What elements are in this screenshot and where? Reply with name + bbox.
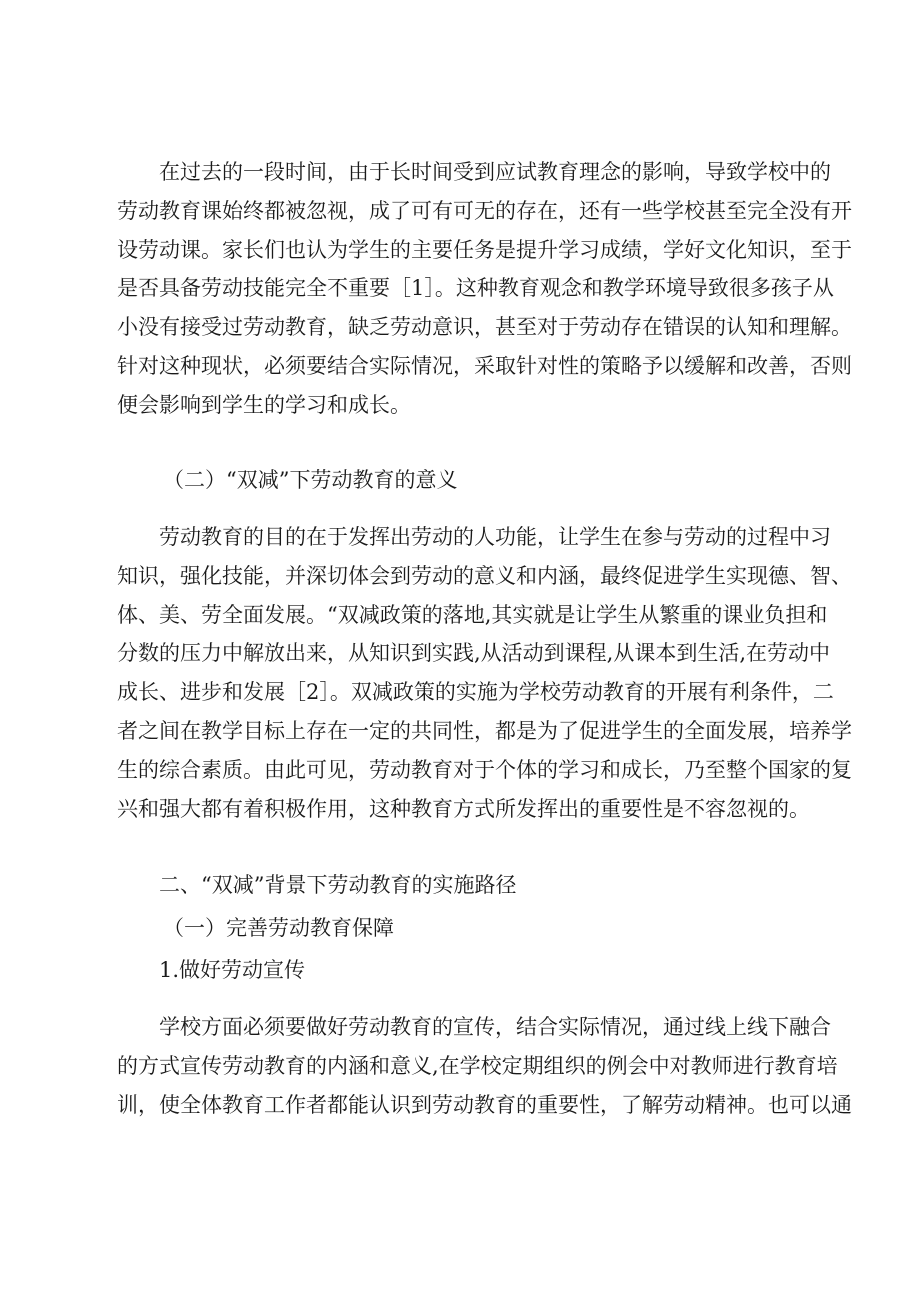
paragraph-line: 者之间在教学目标上存在一定的共同性，都是为了促进学生的全面发展，培养学 <box>117 718 852 743</box>
paragraph-line: 学校方面必须要做好劳动教育的宣传，结合实际情况，通过线上线下融合 <box>159 1015 831 1039</box>
section-heading-significance: （二）“双减”下劳动教育的意义 <box>163 468 458 492</box>
paragraph-line: 针对这种现状，必须要结合实际情况，采取针对性的策略予以缓解和改善，否则 <box>117 353 852 378</box>
section-heading-implementation: 二、“双减”背景下劳动教育的实施路径 <box>159 873 517 897</box>
paragraph-significance <box>117 518 852 828</box>
paragraph-line: 成长、进步和发展［2］。双减政策的实施为学校劳动教育的开展有利条件，二 <box>117 680 834 705</box>
paragraph-line: 小没有接受过劳动教育，缺乏劳动意识，甚至对于劳动存在错误的认知和理解。 <box>117 315 852 340</box>
paragraph-line: 是否具备劳动技能完全不重要［1］。这种教育观念和教学环境导致很多孩子从 <box>117 276 834 301</box>
paragraph-line: 知识，强化技能，并深切体会到劳动的意义和内涵，最终促进学生实现德、智、 <box>117 563 852 588</box>
paragraph-line: 设劳动课。家长们也认为学生的主要任务是提升学习成绩，学好文化知识，至于 <box>117 237 852 262</box>
item-heading-promotion: 1.做好劳动宣传 <box>159 958 306 982</box>
paragraph-promotion <box>117 1008 852 1124</box>
paragraph-line: 便会影响到学生的学习和成长。 <box>117 392 411 417</box>
paragraph-line: 劳动教育课始终都被忽视，成了可有可无的存在，还有一些学校甚至完全没有开 <box>117 198 852 223</box>
paragraph-line: 分数的压力中解放出来，从知识到实践,从活动到课程,从课本到生活,在劳动中 <box>117 641 831 666</box>
paragraph-line: 训，使全体教育工作者都能认识到劳动教育的重要性，了解劳动精神。也可以通 <box>117 1092 852 1117</box>
paragraph-line: 在过去的一段时间，由于长时间受到应试教育理念的影响，导致学校中的 <box>159 160 831 184</box>
paragraph-line: 体、美、劳全面发展。“双减政策的落地,其实就是让学生从繁重的课业负担和 <box>117 602 828 627</box>
paragraph-line: 兴和强大都有着积极作用，这种教育方式所发挥出的重要性是不容忽视的。 <box>117 796 810 821</box>
paragraph-line: 生的综合素质。由此可见，劳动教育对于个体的学习和成长，乃至整个国家的复 <box>117 757 852 782</box>
paragraph-line: 的方式宣传劳动教育的内涵和意义,在学校定期组织的例会中对教师进行教育培 <box>117 1053 838 1078</box>
paragraph-line: 劳动教育的目的在于发挥出劳动的人功能，让学生在参与劳动的过程中习 <box>159 525 831 549</box>
paragraph-labor-education-neglect <box>117 153 852 425</box>
subsection-heading-safeguards: （一）完善劳动教育保障 <box>163 916 394 940</box>
